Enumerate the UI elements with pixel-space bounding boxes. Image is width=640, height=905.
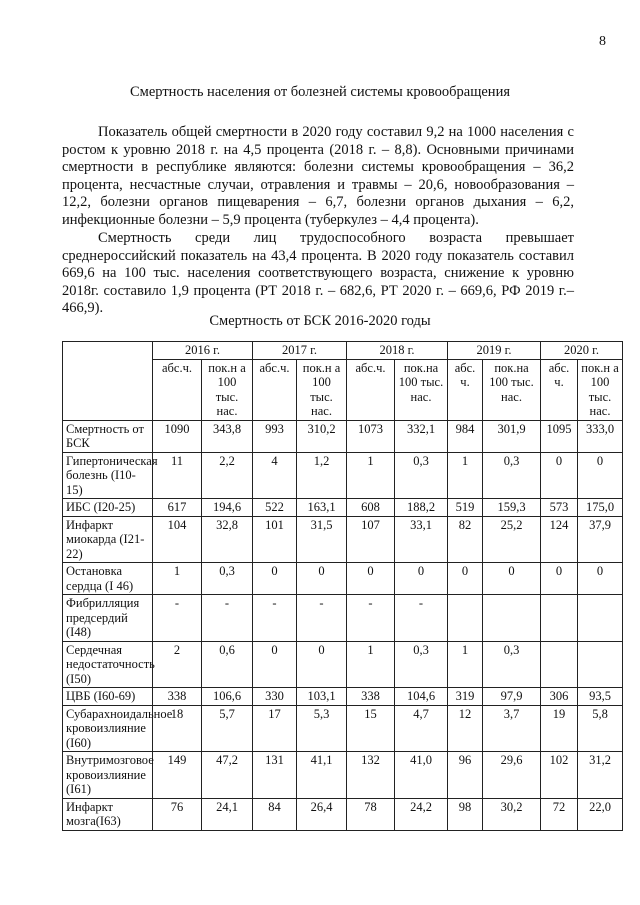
row-label: ИБС (I20-25): [63, 499, 153, 517]
value-cell: 617: [153, 499, 202, 517]
value-cell: 5,7: [202, 705, 253, 752]
value-cell: 19: [541, 705, 578, 752]
value-cell: 32,8: [202, 516, 253, 563]
value-cell: 132: [347, 752, 395, 799]
value-cell: 0,3: [395, 641, 448, 688]
value-cell: 0: [253, 641, 297, 688]
value-cell: 41,1: [297, 752, 347, 799]
row-label: Остановка сердца (I 46): [63, 563, 153, 595]
table-row: [63, 452, 623, 499]
value-cell: 163,1: [297, 499, 347, 517]
value-cell: 306: [541, 688, 578, 706]
value-cell: 519: [448, 499, 483, 517]
row-label: Внутримозговое кровоизлияние (I61): [63, 752, 153, 799]
value-cell: 0: [297, 563, 347, 595]
value-cell: 26,4: [297, 798, 347, 830]
table-row: [63, 516, 623, 563]
value-cell: 72: [541, 798, 578, 830]
value-cell: 93,5: [578, 688, 623, 706]
value-cell: 608: [347, 499, 395, 517]
value-cell: 5,3: [297, 705, 347, 752]
value-cell: 1090: [153, 420, 202, 452]
row-label: Инфаркт миокарда (I21-22): [63, 516, 153, 563]
value-cell: 22,0: [578, 798, 623, 830]
value-cell: 0: [483, 563, 541, 595]
year-header-row: [63, 342, 623, 360]
value-cell: 159,3: [483, 499, 541, 517]
table-row: [63, 563, 623, 595]
value-cell: 0: [297, 641, 347, 688]
value-cell: 11: [153, 452, 202, 499]
column-subheader: пок.н а 100 тыс. нас.: [202, 359, 253, 420]
value-cell: 103,1: [297, 688, 347, 706]
paragraph-working-age-mortality: Смертность среди лиц трудоспособного возраста превышает среднероссийский показатель на 43,4 процента. В 2020 году показатель составил 669,6 на 100 тыс. населения соответствующего возраста, снижение к уровню 2018г. составило 1,9 процента (РТ 2018 г. – 682,6, РТ 2020 г. – 669,6, РФ 2019 г.– 466,9).: [62, 230, 574, 317]
value-cell: 76: [153, 798, 202, 830]
value-cell: 84: [253, 798, 297, 830]
value-cell: 124: [541, 516, 578, 563]
value-cell: 1: [347, 641, 395, 688]
value-cell: 3,7: [483, 705, 541, 752]
value-cell: 15: [347, 705, 395, 752]
value-cell: 4: [253, 452, 297, 499]
value-cell: 96: [448, 752, 483, 799]
value-cell: 33,1: [395, 516, 448, 563]
row-label: ЦВБ (I60-69): [63, 688, 153, 706]
value-cell: 102: [541, 752, 578, 799]
value-cell: 332,1: [395, 420, 448, 452]
value-cell: 319: [448, 688, 483, 706]
row-label: Фибрилляция предсердий (I48): [63, 595, 153, 642]
value-cell: 338: [153, 688, 202, 706]
value-cell: 31,5: [297, 516, 347, 563]
value-cell: 0: [578, 563, 623, 595]
year-header: 2017 г.: [253, 342, 347, 360]
value-cell: 37,9: [578, 516, 623, 563]
value-cell: 0,6: [202, 641, 253, 688]
value-cell: 0: [541, 563, 578, 595]
row-label: Смертность от БСК: [63, 420, 153, 452]
value-cell: [483, 595, 541, 642]
value-cell: 343,8: [202, 420, 253, 452]
value-cell: 0,3: [395, 452, 448, 499]
column-subheader: пок.н а 100 тыс. нас.: [297, 359, 347, 420]
row-label: Инфаркт мозга(I63): [63, 798, 153, 830]
table-title: Смертность от БСК 2016-2020 годы: [209, 313, 431, 329]
column-subheader: пок.на 100 тыс. нас.: [395, 359, 448, 420]
column-subheader: абс.ч.: [153, 359, 202, 420]
value-cell: 0: [448, 563, 483, 595]
value-cell: [578, 595, 623, 642]
value-cell: 2: [153, 641, 202, 688]
value-cell: 12: [448, 705, 483, 752]
value-cell: 0: [578, 452, 623, 499]
row-label: Гипертоническая болезнь (I10-15): [63, 452, 153, 499]
value-cell: 338: [347, 688, 395, 706]
value-cell: 522: [253, 499, 297, 517]
year-header: 2018 г.: [347, 342, 448, 360]
value-cell: 104: [153, 516, 202, 563]
value-cell: 573: [541, 499, 578, 517]
column-subheader: абс.ч.: [253, 359, 297, 420]
value-cell: 47,2: [202, 752, 253, 799]
value-cell: [578, 641, 623, 688]
table-row: [63, 499, 623, 517]
value-cell: 2,2: [202, 452, 253, 499]
year-header: 2019 г.: [448, 342, 541, 360]
value-cell: 175,0: [578, 499, 623, 517]
value-cell: 98: [448, 798, 483, 830]
value-cell: 330: [253, 688, 297, 706]
value-cell: 149: [153, 752, 202, 799]
value-cell: 104,6: [395, 688, 448, 706]
column-subheader: абс.ч.: [347, 359, 395, 420]
value-cell: 1073: [347, 420, 395, 452]
value-cell: 24,2: [395, 798, 448, 830]
value-cell: 101: [253, 516, 297, 563]
value-cell: 4,7: [395, 705, 448, 752]
value-cell: 0: [395, 563, 448, 595]
value-cell: 18: [153, 705, 202, 752]
year-header: 2020 г.: [541, 342, 623, 360]
value-cell: 82: [448, 516, 483, 563]
value-cell: 17: [253, 705, 297, 752]
page-number: 8: [599, 34, 606, 49]
table-row: [63, 798, 623, 830]
value-cell: 31,2: [578, 752, 623, 799]
value-cell: 984: [448, 420, 483, 452]
value-cell: 41,0: [395, 752, 448, 799]
value-cell: 97,9: [483, 688, 541, 706]
value-cell: 78: [347, 798, 395, 830]
value-cell: 301,9: [483, 420, 541, 452]
column-subheader: абс. ч.: [448, 359, 483, 420]
value-cell: 194,6: [202, 499, 253, 517]
table-row: [63, 688, 623, 706]
value-cell: 131: [253, 752, 297, 799]
column-subheader: пок.на 100 тыс. нас.: [483, 359, 541, 420]
value-cell: 107: [347, 516, 395, 563]
value-cell: 993: [253, 420, 297, 452]
value-cell: 106,6: [202, 688, 253, 706]
value-cell: 1: [448, 452, 483, 499]
paragraph-overall-mortality: Показатель общей смертности в 2020 году составил 9,2 на 1000 населения с ростом к уровню 2018 г. на 4,5 процента (2018 г. – 8,8). Основными причинами смертности в республике являются: болезни системы кровообращения – 36,2 процента, несчастные случаи, отравления и травмы – 20,6, новообразования – 12,2, болезни органов пищеварения – 6,7, болезни органов дыхания – 6,2, инфекционные болезни – 5,9 процента (туберкулез – 4,4 процента).: [62, 124, 574, 228]
table-row: [63, 641, 623, 688]
value-cell: 1: [347, 452, 395, 499]
value-cell: 29,6: [483, 752, 541, 799]
value-cell: 0: [541, 452, 578, 499]
value-cell: 0: [347, 563, 395, 595]
mortality-table: [62, 341, 623, 831]
section-heading: Смертность населения от болезней системы кровообращения: [130, 84, 510, 100]
value-cell: [541, 641, 578, 688]
value-cell: 5,8: [578, 705, 623, 752]
value-cell: 1: [153, 563, 202, 595]
row-label: Субарахноидальное кровоизлияние (I60): [63, 705, 153, 752]
value-cell: -: [395, 595, 448, 642]
value-cell: 24,1: [202, 798, 253, 830]
value-cell: -: [202, 595, 253, 642]
value-cell: 1,2: [297, 452, 347, 499]
table-row: [63, 752, 623, 799]
value-cell: 1095: [541, 420, 578, 452]
empty-corner-cell: [63, 342, 153, 421]
table-row: [63, 705, 623, 752]
value-cell: 188,2: [395, 499, 448, 517]
value-cell: 310,2: [297, 420, 347, 452]
value-cell: 333,0: [578, 420, 623, 452]
value-cell: -: [153, 595, 202, 642]
table-row: [63, 420, 623, 452]
value-cell: 0: [253, 563, 297, 595]
value-cell: [541, 595, 578, 642]
value-cell: -: [297, 595, 347, 642]
value-cell: 0,3: [202, 563, 253, 595]
value-cell: 30,2: [483, 798, 541, 830]
value-cell: 1: [448, 641, 483, 688]
column-subheader: пок.н а 100 тыс. нас.: [578, 359, 623, 420]
year-header: 2016 г.: [153, 342, 253, 360]
row-label: Сердечная недостаточность (I50): [63, 641, 153, 688]
column-subheader: абс. ч.: [541, 359, 578, 420]
table-row: [63, 595, 623, 642]
value-cell: -: [347, 595, 395, 642]
value-cell: [448, 595, 483, 642]
value-cell: -: [253, 595, 297, 642]
value-cell: 0,3: [483, 641, 541, 688]
value-cell: 25,2: [483, 516, 541, 563]
value-cell: 0,3: [483, 452, 541, 499]
